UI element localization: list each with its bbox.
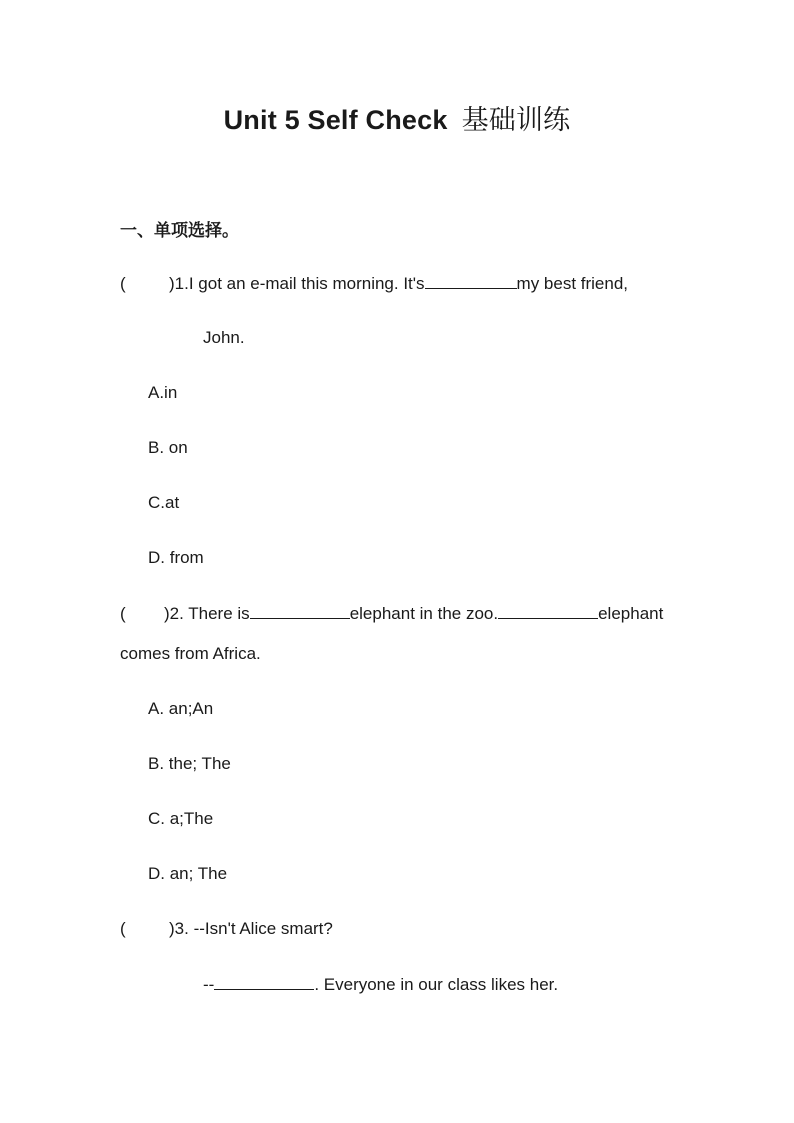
question-3-stem <box>120 918 333 940</box>
option-b: B. the; The <box>148 754 231 773</box>
answer-paren-open: ( <box>120 919 126 938</box>
option-c: C. a;The <box>148 809 214 828</box>
fill-blank[interactable] <box>498 602 598 619</box>
dialogue-dash: -- <box>203 975 215 994</box>
question-2-stem <box>120 602 663 625</box>
answer-paren-open: ( <box>120 274 126 293</box>
question-2-continuation: comes from Africa. <box>120 644 261 663</box>
question-number: )1. <box>169 274 189 293</box>
question-number: )2. <box>164 604 184 623</box>
question-3-answer-line <box>203 973 558 996</box>
question-text: I got an e-mail this morning. It's <box>188 274 425 293</box>
title-english: Unit 5 Self Check <box>223 105 448 135</box>
question-text: my best friend, <box>516 274 629 293</box>
section-heading: 一、单项选择。 <box>120 221 239 241</box>
fill-blank[interactable] <box>214 973 314 990</box>
question-text: elephant <box>598 604 664 623</box>
question-text: --Isn't Alice smart? <box>193 919 333 938</box>
option-a: A.in <box>148 383 178 402</box>
option-d: D. from <box>148 548 204 567</box>
question-number: )3. <box>169 919 189 938</box>
option-a: A. an;An <box>148 699 214 718</box>
question-1-stem <box>120 272 628 295</box>
title-chinese: 基础训练 <box>461 105 571 136</box>
question-1-continuation: John. <box>203 328 245 347</box>
page-title <box>0 98 794 137</box>
question-text: There is <box>188 604 250 623</box>
dialogue-text: . Everyone in our class likes her. <box>314 975 559 994</box>
option-b: B. on <box>148 438 188 457</box>
answer-paren-open: ( <box>120 604 126 623</box>
option-d: D. an; The <box>148 864 228 883</box>
option-c: C.at <box>148 493 180 512</box>
fill-blank[interactable] <box>250 602 350 619</box>
question-text: elephant in the zoo. <box>349 604 499 623</box>
fill-blank[interactable] <box>425 272 517 289</box>
